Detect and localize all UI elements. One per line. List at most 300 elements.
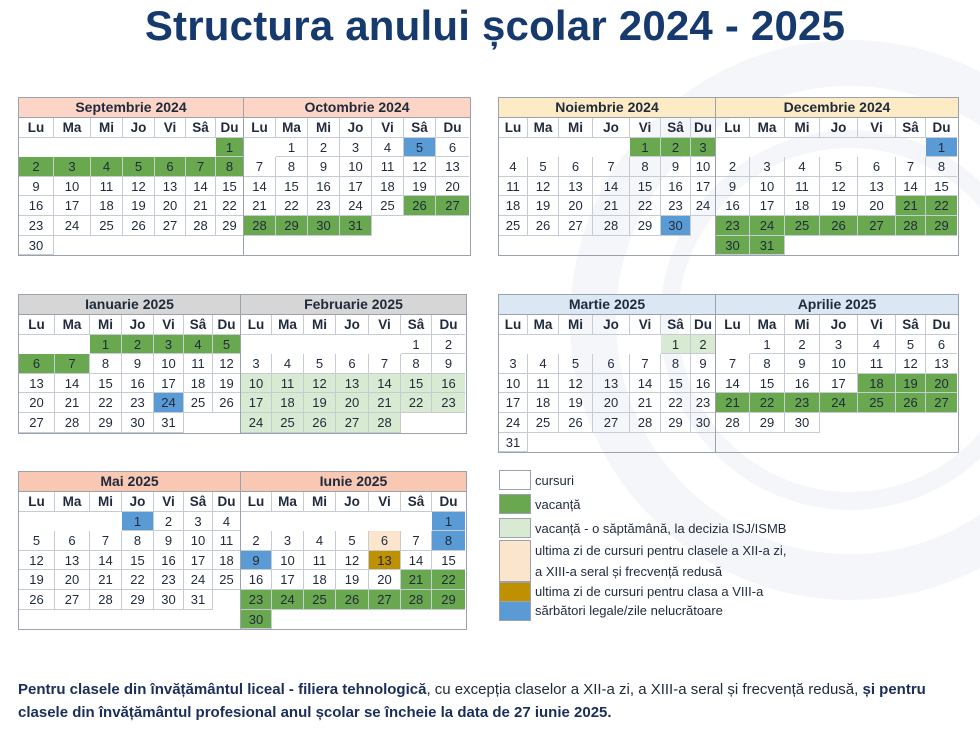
empty-cell [528, 433, 559, 453]
day-cell: 27 [858, 216, 896, 236]
day-cell: 7 [186, 157, 216, 177]
empty-cell [559, 433, 593, 453]
week-row [19, 354, 240, 374]
month-calendar [716, 97, 959, 256]
day-cell: 17 [340, 177, 372, 197]
week-row [19, 590, 240, 610]
day-cell: 6 [858, 157, 896, 177]
day-cell: 14 [896, 177, 926, 197]
day-cell: 28 [244, 216, 276, 236]
weekday-label: Vi [630, 118, 661, 138]
weekday-label: Sâ [661, 315, 691, 335]
empty-cell [304, 512, 336, 532]
day-cell: 29 [122, 590, 154, 610]
legend-swatch [499, 540, 531, 582]
day-cell: 16 [308, 177, 340, 197]
weekday-label: Sâ [896, 118, 926, 138]
day-cell: 31 [750, 236, 785, 256]
day-cell: 22 [276, 196, 308, 216]
day-cell: 12 [304, 374, 336, 394]
day-cell: 16 [691, 374, 715, 394]
weekday-label: Jo [340, 118, 372, 138]
day-cell: 11 [372, 157, 404, 177]
day-cell: 30 [716, 236, 750, 256]
weekday-label: Vi [858, 315, 896, 335]
day-cell: 8 [661, 354, 691, 374]
day-cell: 13 [55, 551, 90, 571]
weekday-header-row [716, 315, 958, 335]
week-row [716, 413, 958, 433]
day-cell: 21 [90, 570, 122, 590]
weekday-label: Vi [155, 118, 186, 138]
empty-cell [91, 138, 123, 158]
calendar-block-jan-feb [18, 294, 467, 434]
day-cell: 29 [90, 413, 122, 433]
weekday-label: Jo [122, 315, 154, 335]
day-cell: 23 [308, 196, 340, 216]
legend-label: vacanță [535, 497, 581, 512]
weekday-label: Sâ [896, 315, 926, 335]
month-calendar [498, 97, 716, 256]
empty-cell [750, 138, 785, 158]
weekday-label: Vi [154, 315, 184, 335]
day-cell: 5 [213, 335, 240, 355]
weekday-label: Du [432, 492, 465, 512]
legend-swatch [499, 494, 531, 514]
week-row [499, 374, 715, 394]
week-row [716, 236, 958, 256]
weekday-header-row [241, 315, 466, 335]
day-cell: 8 [276, 157, 308, 177]
empty-cell [896, 413, 926, 433]
month-calendar [18, 97, 244, 256]
day-cell: 11 [499, 177, 528, 197]
weekday-header-row [499, 315, 715, 335]
day-cell: 12 [213, 354, 240, 374]
day-cell: 30 [241, 610, 272, 630]
day-cell: 28 [593, 216, 630, 236]
month-title: Noiembrie 2024 [499, 98, 715, 118]
day-cell: 25 [372, 196, 404, 216]
day-cell: 6 [155, 157, 186, 177]
day-cell: 16 [241, 570, 272, 590]
day-cell: 25 [858, 393, 896, 413]
day-cell: 27 [369, 590, 401, 610]
calendar-block-may-jun [18, 471, 467, 630]
day-cell: 8 [630, 157, 661, 177]
day-cell: 14 [630, 374, 661, 394]
day-cell: 16 [432, 374, 465, 394]
week-row [499, 177, 715, 197]
day-cell: 20 [155, 196, 186, 216]
day-cell: 30 [154, 590, 184, 610]
day-cell: 25 [184, 393, 213, 413]
day-cell: 21 [244, 196, 276, 216]
day-cell: 29 [630, 216, 661, 236]
day-cell: 17 [499, 393, 528, 413]
empty-cell [432, 413, 465, 433]
empty-cell [186, 236, 216, 256]
week-row [19, 551, 240, 571]
day-cell: 13 [369, 551, 401, 571]
empty-cell [404, 216, 436, 236]
day-cell: 30 [308, 216, 340, 236]
day-cell: 12 [19, 551, 55, 571]
week-row [241, 590, 466, 610]
day-cell: 18 [785, 196, 820, 216]
week-row [244, 216, 470, 236]
day-cell: 22 [661, 393, 691, 413]
day-cell: 1 [122, 512, 154, 532]
day-cell: 8 [122, 531, 154, 551]
day-cell: 7 [896, 157, 926, 177]
day-cell: 3 [820, 335, 858, 355]
week-row [499, 354, 715, 374]
day-cell: 19 [213, 374, 240, 394]
week-row [244, 157, 470, 177]
day-cell: 6 [926, 335, 957, 355]
day-cell: 12 [820, 177, 858, 197]
day-cell: 6 [369, 531, 401, 551]
empty-cell [820, 138, 858, 158]
empty-cell [336, 512, 369, 532]
day-cell: 21 [55, 393, 90, 413]
day-cell: 20 [559, 196, 593, 216]
day-cell: 2 [716, 157, 750, 177]
week-row [716, 374, 958, 394]
day-cell: 26 [19, 590, 55, 610]
day-cell: 15 [926, 177, 957, 197]
empty-cell [304, 610, 336, 630]
day-cell: 9 [691, 354, 715, 374]
day-cell: 25 [499, 216, 528, 236]
day-cell: 16 [785, 374, 820, 394]
day-cell: 16 [154, 551, 184, 571]
week-row [499, 433, 715, 453]
day-cell: 19 [896, 374, 926, 394]
week-row [19, 196, 243, 216]
weekday-label: Vi [858, 118, 896, 138]
weekday-label: Lu [716, 315, 750, 335]
day-cell: 27 [559, 216, 593, 236]
day-cell: 17 [154, 374, 184, 394]
day-cell: 14 [716, 374, 750, 394]
week-row [19, 157, 243, 177]
empty-cell [593, 335, 630, 355]
day-cell: 16 [122, 374, 154, 394]
empty-cell [661, 433, 691, 453]
empty-cell [216, 236, 243, 256]
day-cell: 12 [559, 374, 593, 394]
day-cell: 11 [91, 177, 123, 197]
weekday-label: Lu [241, 492, 272, 512]
weekday-label: Du [691, 118, 715, 138]
day-cell: 7 [630, 354, 661, 374]
day-cell: 22 [926, 196, 957, 216]
day-cell: 29 [750, 413, 785, 433]
day-cell: 15 [122, 551, 154, 571]
weekday-label: Mi [91, 118, 123, 138]
weekday-label: Ma [272, 315, 304, 335]
day-cell: 5 [559, 354, 593, 374]
week-row [19, 138, 243, 158]
day-cell: 19 [820, 196, 858, 216]
day-cell: 14 [593, 177, 630, 197]
week-row [241, 570, 466, 590]
month-calendar [498, 294, 716, 453]
weekday-label: Ma [55, 492, 90, 512]
day-cell: 10 [691, 157, 715, 177]
empty-cell [593, 138, 630, 158]
week-row [241, 335, 466, 355]
day-cell: 15 [90, 374, 122, 394]
day-cell: 7 [55, 354, 90, 374]
day-cell: 10 [184, 531, 213, 551]
day-cell: 16 [19, 196, 54, 216]
day-cell: 10 [750, 177, 785, 197]
empty-cell [372, 216, 404, 236]
week-row [19, 512, 240, 532]
day-cell: 5 [528, 157, 559, 177]
week-row [241, 393, 466, 413]
day-cell: 13 [19, 374, 55, 394]
empty-cell [272, 610, 304, 630]
day-cell: 2 [122, 335, 154, 355]
weekday-header-row [19, 492, 240, 512]
weekday-label: Jo [336, 492, 369, 512]
weekday-label: Jo [123, 118, 155, 138]
week-row [19, 335, 240, 355]
weekday-label: Jo [122, 492, 154, 512]
legend-swatch [499, 518, 531, 538]
empty-cell [785, 138, 820, 158]
legend-label: ultima zi de cursuri pentru clasele a XII-a zi, [535, 543, 787, 558]
week-row [716, 138, 958, 158]
week-row [499, 196, 715, 216]
day-cell: 30 [122, 413, 154, 433]
weekday-header-row [244, 118, 470, 138]
day-cell: 1 [661, 335, 691, 355]
day-cell: 14 [55, 374, 90, 394]
empty-cell [401, 413, 432, 433]
day-cell: 17 [691, 177, 715, 197]
day-cell: 15 [276, 177, 308, 197]
day-cell: 31 [499, 433, 528, 453]
weekday-label: Du [926, 315, 957, 335]
day-cell: 3 [241, 354, 272, 374]
day-cell: 18 [528, 393, 559, 413]
weekday-label: Mi [308, 118, 340, 138]
week-row [716, 157, 958, 177]
day-cell: 9 [122, 354, 154, 374]
day-cell: 10 [241, 374, 272, 394]
day-cell: 30 [691, 413, 715, 433]
weekday-label: Jo [820, 315, 858, 335]
day-cell: 24 [154, 393, 184, 413]
day-cell: 13 [436, 157, 469, 177]
legend-label-line2: a XIII-a seral și frecvență redusă [535, 564, 723, 579]
day-cell: 26 [123, 216, 155, 236]
day-cell: 8 [432, 531, 465, 551]
day-cell: 19 [404, 177, 436, 197]
day-cell: 21 [630, 393, 661, 413]
day-cell: 9 [308, 157, 340, 177]
day-cell: 26 [528, 216, 559, 236]
day-cell: 7 [716, 354, 750, 374]
day-cell: 6 [55, 531, 90, 551]
day-cell: 11 [213, 531, 240, 551]
week-row [244, 196, 470, 216]
weekday-label: Vi [369, 492, 401, 512]
day-cell: 18 [304, 570, 336, 590]
day-cell: 4 [272, 354, 304, 374]
day-cell: 22 [90, 393, 122, 413]
empty-cell [155, 138, 186, 158]
weekday-header-row [499, 118, 715, 138]
day-cell: 27 [926, 393, 957, 413]
weekday-header-row [716, 118, 958, 138]
day-cell: 11 [528, 374, 559, 394]
day-cell: 8 [926, 157, 957, 177]
weekday-label: Sâ [661, 118, 691, 138]
weekday-label: Du [213, 315, 240, 335]
empty-cell [716, 335, 750, 355]
weekday-header-row [241, 492, 466, 512]
empty-cell [528, 138, 559, 158]
day-cell: 23 [785, 393, 820, 413]
empty-cell [559, 335, 593, 355]
week-row [499, 216, 715, 236]
weekday-label: Lu [716, 118, 750, 138]
day-cell: 2 [661, 138, 691, 158]
week-row [499, 335, 715, 355]
day-cell: 29 [216, 216, 243, 236]
day-cell: 27 [19, 413, 55, 433]
weekday-label: Du [216, 118, 243, 138]
day-cell: 6 [436, 138, 469, 158]
day-cell: 27 [336, 413, 369, 433]
day-cell: 30 [19, 236, 54, 256]
day-cell: 21 [716, 393, 750, 413]
empty-cell [369, 512, 401, 532]
day-cell: 15 [432, 551, 465, 571]
day-cell: 17 [54, 196, 91, 216]
legend-swatch [499, 470, 531, 490]
weekday-label: Sâ [186, 118, 216, 138]
day-cell: 25 [785, 216, 820, 236]
day-cell: 16 [716, 196, 750, 216]
day-cell: 29 [432, 590, 465, 610]
day-cell: 12 [123, 177, 155, 197]
weekday-header-row [19, 315, 240, 335]
empty-cell [55, 335, 90, 355]
empty-cell [858, 138, 896, 158]
day-cell: 27 [593, 413, 630, 433]
weekday-label: Sâ [184, 315, 213, 335]
week-row [716, 354, 958, 374]
day-cell: 21 [593, 196, 630, 216]
day-cell: 19 [123, 196, 155, 216]
day-cell: 23 [241, 590, 272, 610]
empty-cell [155, 236, 186, 256]
day-cell: 21 [369, 393, 401, 413]
day-cell: 20 [55, 570, 90, 590]
day-cell: 4 [184, 335, 213, 355]
day-cell: 10 [154, 354, 184, 374]
empty-cell [926, 413, 957, 433]
empty-cell [896, 236, 926, 256]
day-cell: 3 [499, 354, 528, 374]
day-cell: 11 [858, 354, 896, 374]
day-cell: 19 [559, 393, 593, 413]
day-cell: 3 [184, 512, 213, 532]
empty-cell [19, 512, 55, 532]
weekday-label: Sâ [401, 492, 432, 512]
day-cell: 12 [528, 177, 559, 197]
week-row [716, 216, 958, 236]
day-cell: 3 [154, 335, 184, 355]
day-cell: 6 [19, 354, 55, 374]
weekday-label: Ma [276, 118, 308, 138]
day-cell: 18 [272, 393, 304, 413]
day-cell: 25 [528, 413, 559, 433]
day-cell: 28 [401, 590, 432, 610]
day-cell: 4 [91, 157, 123, 177]
week-row [499, 393, 715, 413]
day-cell: 26 [304, 413, 336, 433]
month-calendar [18, 294, 241, 434]
day-cell: 3 [54, 157, 91, 177]
day-cell: 18 [213, 551, 240, 571]
day-cell: 1 [926, 138, 957, 158]
day-cell: 9 [432, 354, 465, 374]
day-cell: 4 [213, 512, 240, 532]
day-cell: 24 [241, 413, 272, 433]
day-cell: 20 [19, 393, 55, 413]
month-calendar [18, 471, 241, 630]
day-cell: 9 [661, 157, 691, 177]
day-cell: 28 [90, 590, 122, 610]
weekday-label: Mi [785, 118, 820, 138]
month-title: Ianuarie 2025 [19, 295, 240, 315]
weekday-label: Mi [304, 492, 336, 512]
weekday-label: Sâ [401, 315, 432, 335]
empty-cell [336, 335, 369, 355]
empty-cell [369, 335, 401, 355]
day-cell: 17 [750, 196, 785, 216]
day-cell: 21 [401, 570, 432, 590]
day-cell: 27 [155, 216, 186, 236]
week-row [716, 335, 958, 355]
day-cell: 3 [750, 157, 785, 177]
day-cell: 26 [896, 393, 926, 413]
footer-bold-2: și pentru clasele din învățământul profesional anul școlar se încheie la data de 27 iunie 2025. [18, 681, 926, 721]
day-cell: 4 [499, 157, 528, 177]
day-cell: 9 [241, 551, 272, 571]
month-calendar [716, 294, 959, 453]
empty-cell [401, 610, 432, 630]
week-row [499, 138, 715, 158]
weekday-label: Lu [241, 315, 272, 335]
week-row [241, 512, 466, 532]
day-cell: 7 [593, 157, 630, 177]
day-cell: 8 [216, 157, 243, 177]
week-row [19, 216, 243, 236]
day-cell: 1 [630, 138, 661, 158]
week-row [19, 570, 240, 590]
empty-cell [499, 335, 528, 355]
page-title: Structura anului școlar 2024 - 2025 [144, 2, 846, 49]
